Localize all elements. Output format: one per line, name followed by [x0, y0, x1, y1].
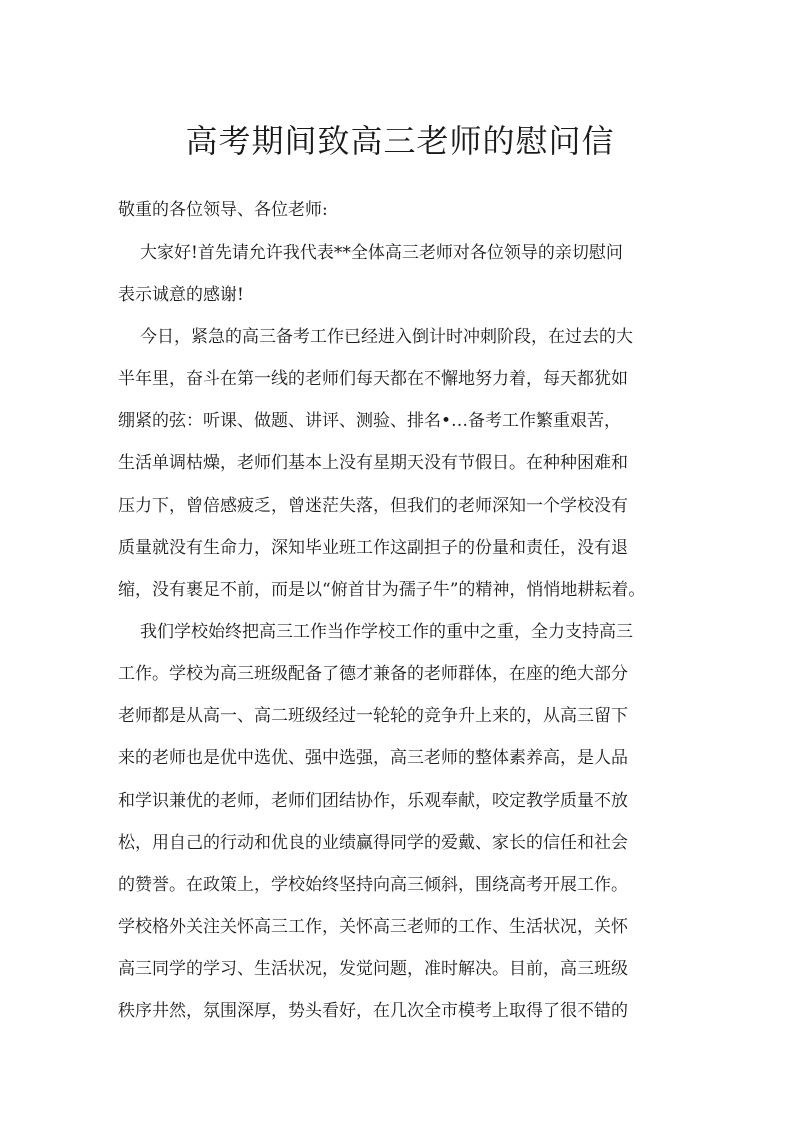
paragraph-3-line-4: 来的老师也是优中选优、强中选强，高三老师的整体素养高，是人品 [118, 748, 628, 768]
paragraph-3-line-8: 学校格外关注关怀高三工作，关怀高三老师的工作、生活状况，关怀 [118, 917, 628, 937]
paragraph-2-line-1: 今日，紧急的高三备考工作已经进入倒计时冲刺阶段，在过去的大 [140, 327, 633, 347]
paragraph-3-line-9: 高三同学的学习、生活状况，发觉问题，准时解决。目前，高三班级 [118, 959, 628, 979]
document-title: 高考期间致高三老师的慰问信 [185, 122, 615, 160]
paragraph-3-line-2: 工作。学校为高三班级配备了德才兼备的老师群体，在座的绝大部分 [118, 664, 628, 684]
paragraph-1-line-2: 表示诚意的感谢! [118, 285, 244, 305]
paragraph-2-line-7: 缩，没有裹足不前，而是以“俯首甘为孺子牛”的精神，悄悄地耕耘着。 [118, 580, 646, 600]
paragraph-2-line-2: 半年里，奋斗在第一线的老师们每天都在不懈地努力着，每天都犹如 [118, 369, 628, 389]
salutation: 敬重的各位领导、各位老师: [118, 200, 328, 220]
paragraph-3-line-5: 和学识兼优的老师，老师们团结协作，乐观奉献，咬定教学质量不放 [118, 791, 628, 811]
paragraph-2-line-3: 绷紧的弦：听课、做题、讲评、测验、排名•…备考工作繁重艰苦， [118, 411, 622, 431]
paragraph-1-line-1: 大家好!首先请允许我代表**全体高三老师对各位领导的亲切慰问 [140, 243, 623, 263]
paragraph-3-line-1: 我们学校始终把高三工作当作学校工作的重中之重，全力支持高三 [140, 622, 633, 642]
paragraph-2-line-5: 压力下，曾倍感疲乏，曾迷茫失落，但我们的老师深知一个学校没有 [118, 496, 628, 516]
paragraph-3-line-10: 秩序井然，氛围深厚，势头看好，在几次全市模考上取得了很不错的 [118, 1001, 628, 1021]
paragraph-2-line-4: 生活单调枯燥，老师们基本上没有星期天没有节假日。在种种困难和 [118, 453, 628, 473]
paragraph-2-line-6: 质量就没有生命力，深知毕业班工作这副担子的份量和责任，没有退 [118, 538, 628, 558]
paragraph-3-line-6: 松，用自己的行动和优良的业绩赢得同学的爱戴、家长的信任和社会 [118, 833, 628, 853]
paragraph-3-line-7: 的赞誉。在政策上，学校始终坚持向高三倾斜，围绕高考开展工作。 [118, 875, 628, 895]
paragraph-3-line-3: 老师都是从高一、高二班级经过一轮轮的竞争升上来的，从高三留下 [118, 706, 628, 726]
